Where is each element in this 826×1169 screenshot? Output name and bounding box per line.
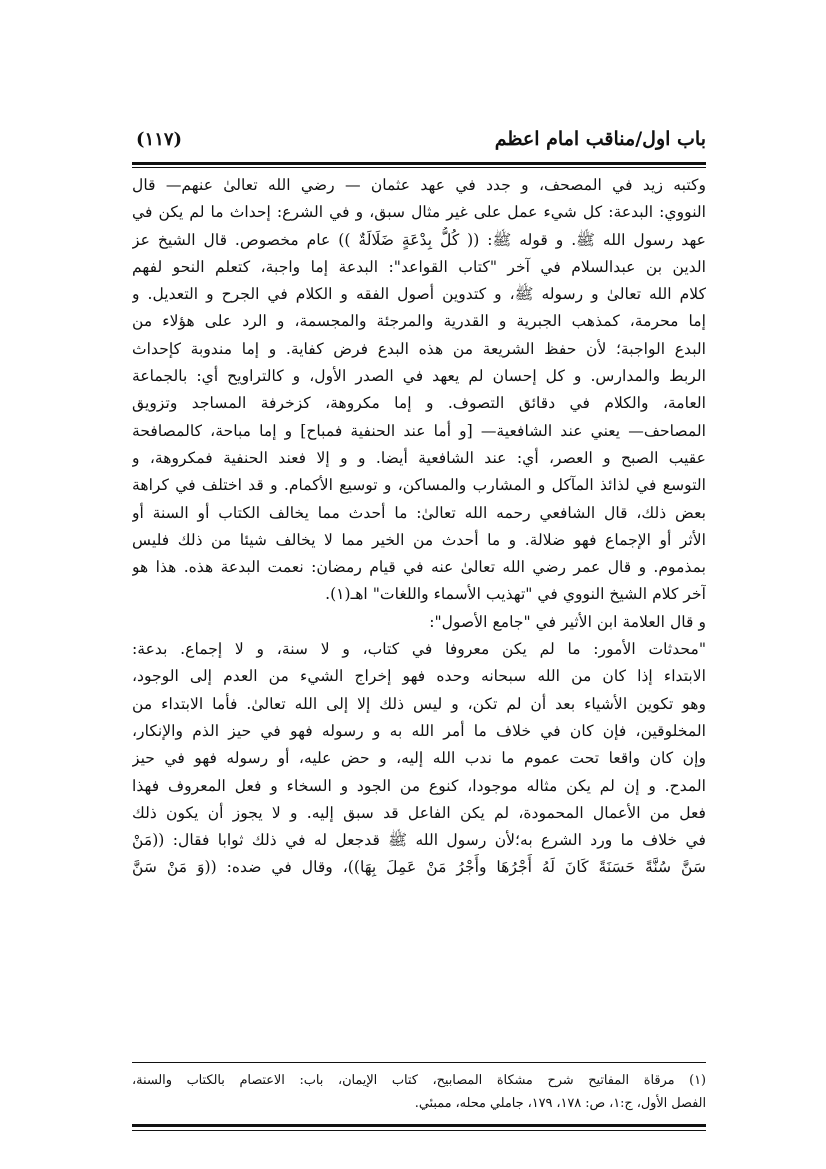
- text-line: و قال العلامة ابن الأثير في "جامع الأصول":: [429, 612, 706, 631]
- text-line: في خلاف ما ورد الشرع به؛لأن رسول الله ﷺ قدجعل له في ذلك ثوابا فقال: ((مَنْ: [132, 831, 706, 850]
- text-line: النووي: البدعة: كل شيء عمل على غير مثال سبق، و في الشرع: إحداث ما لم يكن في: [132, 203, 706, 222]
- text-line: فعل من الأعمال المحمودة، لم يكن الفاعل قد سبق إليه. و لا يجوز أن يكون ذلك: [132, 803, 706, 822]
- text-line: بعض ذلك، قال الشافعي رحمه الله تعالىٰ: ما أحدث مما يخالف الكتاب أو السنة أو: [132, 503, 706, 522]
- text-line: عقيب الصبح و العصر، أي: عند الشافعية أيضا. و و إلا فعند الحنفية فمكروهة، و: [132, 448, 706, 467]
- footer-rule-thin: [132, 1130, 706, 1131]
- text-line: بمذموم. و قال عمر رضي الله تعالىٰ عنه في قيام رمضان: نعمت البدعة هذه. هذا هو: [132, 558, 706, 577]
- text-line: العامة، والكلام في دقائق التصوف. و إما مكروهة، كزخرفة المساجد وتزويق: [132, 394, 706, 413]
- text-line: المخلوقين، فإن كان في خلاف ما أمر الله به و رسوله فهو في حيز الذم والإنكار،: [132, 721, 706, 740]
- footnote-line: (۱) مرقاة المفاتيح شرح مشكاة المصابيح، كتاب الإيمان، باب: الاعتصام بالكتاب والسنة،: [132, 1073, 706, 1088]
- page-number: (۱۱۷): [136, 129, 183, 150]
- text-line: "محدثات الأمور: ما لم يكن معروفا في كتاب، و لا سنة، و لا إجماع. بدعة:: [132, 640, 706, 659]
- page-header: [132, 128, 706, 160]
- text-line: التوسع في لذائذ المآكل و المشارب والمساكن، و توسيع الأكمام. و قد اختلف في كراهة: [132, 476, 706, 495]
- text-line: عهد رسول الله ﷺ. و قوله ﷺ: (( كُلُّ بِدْعَةٍ ضَلَالَةٌ )) عام مخصوص. قال الشيخ عز: [132, 230, 706, 249]
- text-line: وإن كان واقعا تحت عموم ما ندب الله إليه، و حض عليه، أو رسوله فهو في حيز: [132, 749, 706, 768]
- text-line: الأثر أو الإجماع فهو ضلالة. و ما أحدث من الخير مما لا يخالف شيئا من ذلك فليس: [132, 530, 706, 549]
- footnotes: [132, 1069, 706, 1115]
- text-line: البدع الواجبة؛ لأن حفظ الشريعة من هذه البدع فرض كفاية. و إما مندوبة كإحداث: [132, 339, 706, 358]
- text-line: الابتداء إذا كان من الله سبحانه وحده فهو إخراج الشيء من العدم إلى الوجود،: [132, 667, 706, 686]
- text-line: وهو تكوين الأشياء بعد أن لم تكن، و ليس ذلك إلا إلى الله تعالىٰ. فأما الابتداء من: [132, 694, 706, 713]
- header-rule-thick: [132, 162, 706, 165]
- text-line: كلام الله تعالىٰ و رسوله ﷺ، و كتدوين أصول الفقه و الكلام في الجرح و التعديل. و: [132, 285, 706, 304]
- text-line: سَنَّ سُنَّةً حَسَنَةً كَانَ لَهُ أَجْرُهَا وأَجْرُ مَنْ عَمِلَ بِهَا))، وقال في ضده: ((وَ مَنْ سَنَّ: [132, 858, 706, 877]
- footnote-line: الفصل الأول، ج:١، ص: ١٧٨، ١٧٩، جاملي محله، ممبئي.: [414, 1096, 706, 1111]
- footer-rule-thick: [132, 1124, 706, 1127]
- chapter-title: باب اول/مناقب امام اعظم: [494, 128, 706, 150]
- text-line: المصاحف— يعني عند الشافعية— [و أما عند الحنفية فمباح] و إما مباحة، كالمصافحة: [132, 421, 706, 440]
- header-rule-thin: [132, 167, 706, 168]
- text-line: الدين بن عبدالسلام في آخر "كتاب القواعد": البدعة إما واجبة، كتعلم النحو لفهم: [132, 257, 706, 276]
- text-line: إما محرمة، كمذهب الجبرية و القدرية والمرجئة والمجسمة، و الرد على هؤلاء من: [132, 312, 706, 331]
- footnote-separator: [132, 1062, 706, 1063]
- text-line: المدح. و إن لم يكن مثاله موجودا، كنوع من الجود و السخاء و فعل المعروف فهذا: [132, 776, 706, 795]
- text-line: الربط والمدارس. و كل إحسان لم يعهد في الصدر الأول، و كالتراويح أي: بالجماعة: [132, 367, 706, 386]
- main-text: [132, 172, 706, 882]
- text-line: آخر كلام الشيخ النووي في "تهذيب الأسماء واللغات" اهـ(۱).: [325, 585, 706, 604]
- text-line: وكتبه زيد في المصحف، و جدد في عهد عثمان — رضي الله تعالىٰ عنهم— قال: [132, 176, 706, 194]
